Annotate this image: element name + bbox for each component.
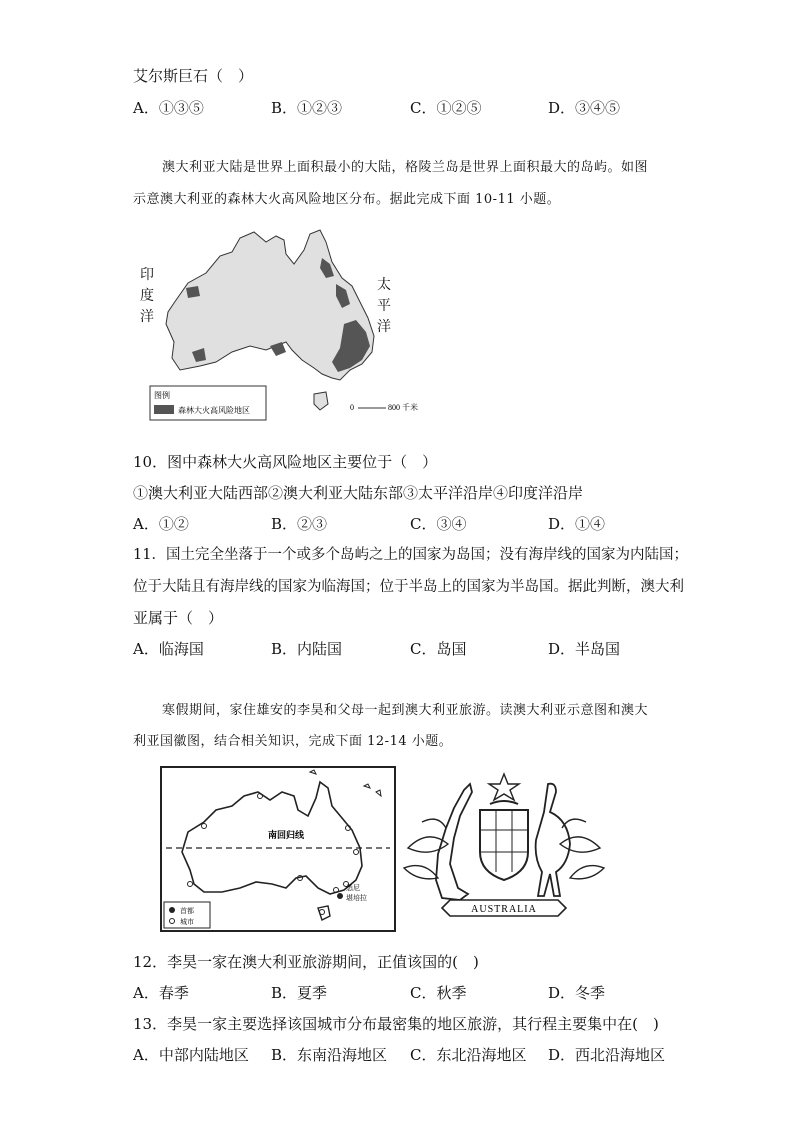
kangaroo [436, 784, 472, 900]
city-label-canberra: 堪培拉 [346, 895, 367, 902]
tasmania [314, 392, 328, 410]
q10-option-a: A．①② [133, 515, 189, 533]
emu [536, 784, 570, 896]
q13-option-b: B．东南沿海地区 [271, 1046, 388, 1064]
q10-stem: 10．图中森林大火高风险地区主要位于（ ） [133, 453, 438, 471]
q12-option-c: C．秋季 [410, 984, 467, 1002]
commonwealth-star [489, 774, 519, 800]
q10-option-b: B．②③ [271, 515, 328, 533]
shield [480, 810, 528, 880]
q12-option-d: D．冬季 [548, 984, 606, 1002]
australia-fire-risk-map [136, 228, 436, 424]
q13-option-c: C．东北沿海地区 [410, 1046, 527, 1064]
q11-option-d: D．半岛国 [548, 640, 621, 658]
q11-line3: 亚属于（ ） [133, 609, 224, 627]
passage2-line2: 利亚国徽图，结合相关知识，完成下面 12-14 小题。 [133, 734, 453, 749]
legend-title: 图例 [154, 391, 170, 400]
q11-option-b: B．内陆国 [271, 640, 343, 658]
q13-option-d: D．西北沿海地区 [548, 1046, 666, 1064]
label-indian-ocean: 印 度 洋 [140, 266, 154, 324]
q9-stem-end: 艾尔斯巨石（ ） [133, 67, 254, 85]
q12-option-b: B．夏季 [271, 984, 328, 1002]
legend-capital: 首都 [180, 908, 194, 915]
city-label-sydney: 悉尼 [346, 885, 360, 892]
scale-label: 800 千米 [388, 403, 418, 412]
passage1-line2: 示意澳大利亚的森林大火高风险地区分布。据此完成下面 10-11 小题。 [133, 192, 561, 207]
q10-option-d: D．①④ [548, 515, 606, 533]
q11-line1: 11．国土完全坐落于一个或多个岛屿之上的国家为岛国；没有海岸线的国家为内陆国； [133, 547, 688, 563]
capital-marker [337, 893, 343, 899]
q11-line2: 位于大陆且有海岸线的国家为临海国；位于半岛上的国家为半岛国。据此判断，澳大利 [133, 579, 684, 595]
label-pacific-ocean: 太 平 洋 [377, 276, 391, 334]
passage1-line1: 澳大利亚大陆是世界上面积最小的大陆，格陵兰岛是世界上面积最大的岛屿。如图 [162, 160, 649, 175]
q9-option-b: B．①②③ [271, 99, 343, 117]
q9-option-d: D．③④⑤ [548, 99, 621, 117]
q11-option-c: C．岛国 [410, 640, 467, 658]
q13-option-a: A．中部内陆地区 [133, 1046, 249, 1064]
q10-option-c: C．③④ [410, 515, 467, 533]
legend-city: 城市 [180, 919, 194, 926]
fire-risk-area-west [186, 286, 200, 298]
scale-zero: 0 [350, 403, 354, 412]
q9-option-c: C．①②⑤ [410, 99, 482, 117]
australia-sketch-map [160, 766, 396, 932]
australia-coat-of-arms [398, 768, 610, 930]
q10-choices: ①澳大利亚大陆西部②澳大利亚大陆东部③太平洋沿岸④印度洋沿岸 [133, 484, 584, 502]
q12-stem: 12．李昊一家在澳大利亚旅游期间，正值该国的( ) [133, 953, 479, 971]
legend-fire-risk-label: 森林大火高风险地区 [178, 406, 250, 415]
q9-option-a: A．①③⑤ [133, 99, 204, 117]
passage2-line1: 寒假期间，家住雄安的李昊和父母一起到澳大利亚旅游。读澳大利亚示意图和澳大 [162, 703, 649, 718]
q13-stem: 13．李昊一家主要选择该国城市分布最密集的地区旅游，其行程主要集中在( ) [133, 1015, 659, 1033]
q11-option-a: A．临海国 [133, 640, 204, 658]
tropic-label: 南回归线 [268, 830, 305, 840]
banner-text: AUSTRALIA [471, 904, 537, 915]
q12-option-a: A．春季 [133, 984, 189, 1002]
